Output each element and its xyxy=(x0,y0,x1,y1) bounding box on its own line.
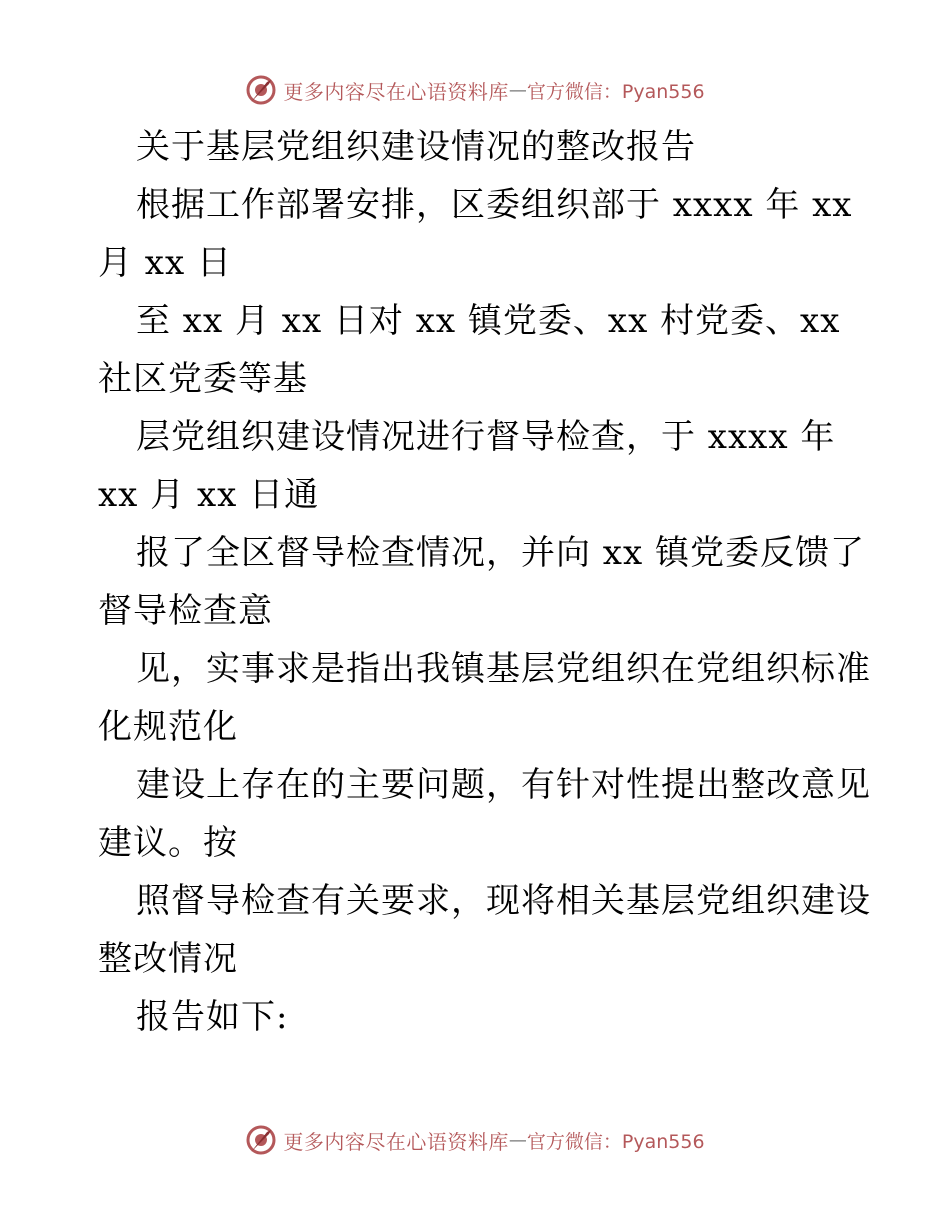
quill-emblem-icon xyxy=(245,1124,277,1156)
document-line: 建设上存在的主要问题，有针对性提出整改意见 xyxy=(136,765,871,805)
document-line: xx 月 xx 日通 xyxy=(98,475,320,515)
document-line: 报告如下: xyxy=(136,997,289,1037)
document-line: 照督导检查有关要求，现将相关基层党组织建设 xyxy=(136,881,871,921)
watermark-site-text: 更多内容尽在心语资料库 xyxy=(283,1129,509,1154)
quill-emblem-icon xyxy=(245,74,277,106)
document-line: 月 xx 日 xyxy=(98,243,232,283)
document-title: 关于基层党组织建设情况的整改报告 xyxy=(136,127,696,167)
header-watermark xyxy=(0,70,950,110)
watermark-wechat-text: 官方微信：Pyan556 xyxy=(526,80,705,103)
document-line: 至 xx 月 xx 日对 xx 镇党委、xx 村党委、xx xyxy=(136,301,841,341)
document-line: 报了全区督导检查情况，并向 xx 镇党委反馈了 xyxy=(136,533,865,573)
watermark-site-text: 更多内容尽在心语资料库 xyxy=(283,79,509,104)
document-line: 见，实事求是指出我镇基层党组织在党组织标准 xyxy=(136,649,871,689)
document-line: 督导检查意 xyxy=(98,591,273,631)
document-line: 社区党委等基 xyxy=(98,359,308,399)
document-line: 层党组织建设情况进行督导检查，于 xxxx 年 xyxy=(136,417,836,457)
watermark-wechat-text: 官方微信：Pyan556 xyxy=(526,1130,705,1153)
document-line: 根据工作部署安排，区委组织部于 xxxx 年 xx xyxy=(136,185,853,225)
document-line: 整改情况 xyxy=(98,939,238,979)
footer-watermark xyxy=(0,1120,950,1160)
document-line: 建议。按 xyxy=(98,823,238,863)
document-line: 化规范化 xyxy=(98,707,238,747)
watermark-separator: — xyxy=(508,1129,527,1151)
watermark-separator: — xyxy=(508,79,527,101)
